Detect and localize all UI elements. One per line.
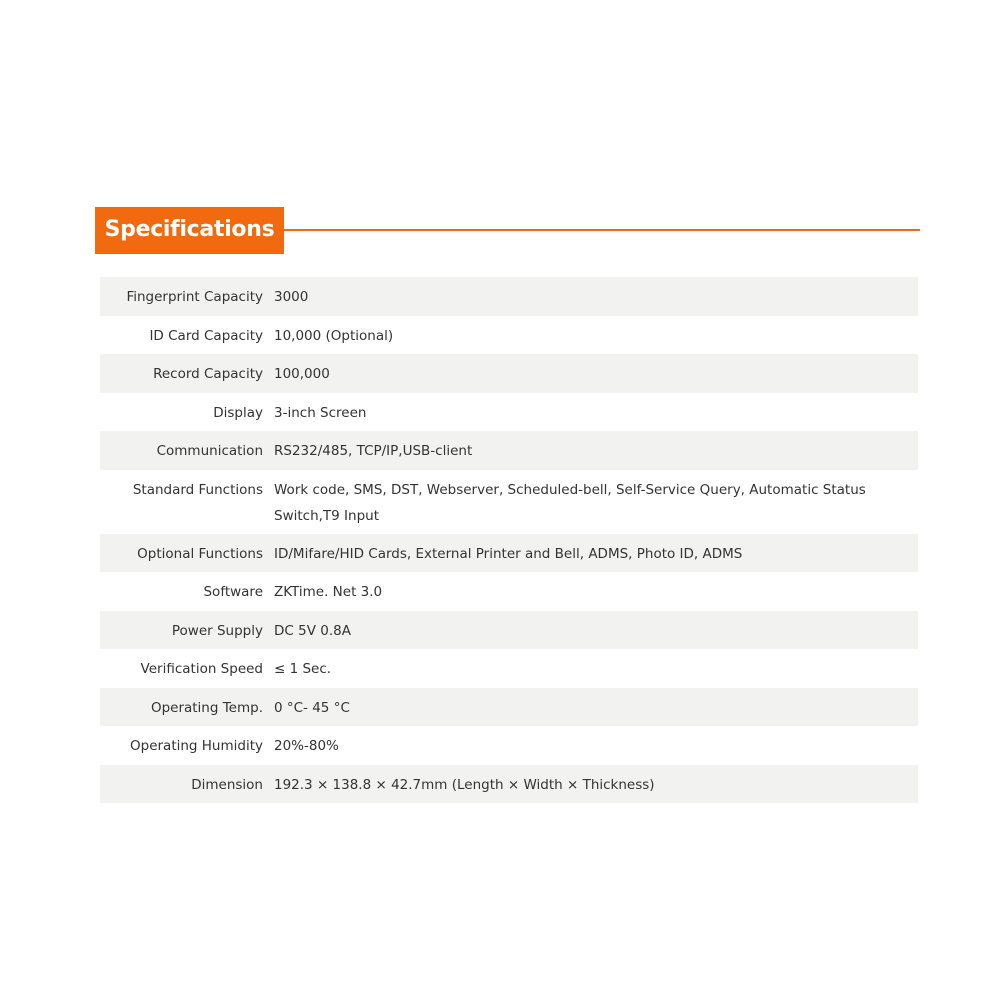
- spec-row-standard-functions: [100, 470, 918, 534]
- spec-row-dimension: [100, 765, 918, 804]
- spec-value: 3000: [274, 289, 309, 305]
- spec-value: RS232/485, TCP/IP,USB-client: [274, 443, 473, 459]
- specifications-header: [95, 207, 920, 254]
- spec-row-record-capacity: [100, 354, 918, 393]
- spec-label: Record Capacity: [153, 366, 263, 382]
- spec-label: Standard Functions: [132, 481, 263, 498]
- spec-row-communication: [100, 431, 918, 470]
- spec-label: ID Card Capacity: [149, 327, 263, 344]
- spec-value: 192.3 × 138.8 × 42.7mm (Length × Width × Thickness): [274, 776, 655, 793]
- spec-label: Software: [203, 584, 263, 600]
- spec-row-id-card-capacity: [100, 316, 918, 355]
- spec-label: Dimension: [191, 776, 263, 793]
- spec-row-software: [100, 572, 918, 611]
- spec-row-operating-temp: [100, 688, 918, 727]
- spec-value: 100,000: [274, 366, 330, 382]
- header-divider-line: [284, 229, 920, 231]
- spec-label: Operating Temp.: [150, 699, 263, 716]
- spec-row-fingerprint-capacity: [100, 277, 918, 316]
- spec-value: ID/Mifare/HID Cards, External Printer and Bell, ADMS, Photo ID, ADMS: [274, 545, 743, 562]
- spec-label: Communication: [156, 443, 263, 459]
- spec-value: 0 °C- 45 °C: [274, 699, 350, 716]
- spec-label: Verification Speed: [140, 661, 263, 677]
- specifications-table: [100, 277, 918, 803]
- spec-row-operating-humidity: [100, 726, 918, 765]
- specifications-title: Specifications: [95, 207, 284, 254]
- spec-row-verification-speed: [100, 649, 918, 688]
- spec-label: Operating Humidity: [130, 738, 263, 754]
- spec-row-display: [100, 393, 918, 432]
- spec-row-optional-functions: [100, 534, 918, 573]
- spec-value: 3-inch Screen: [274, 404, 367, 421]
- spec-value: 10,000 (Optional): [274, 327, 394, 344]
- spec-label: Display: [213, 404, 263, 421]
- spec-value: Work code, SMS, DST, Webserver, Scheduled-bell, Self-Service Query, Automatic Status Switch,T9 Input: [274, 481, 866, 524]
- spec-value: 20%-80%: [274, 738, 339, 754]
- spec-value: ≤ 1 Sec.: [274, 661, 332, 677]
- spec-label: Power Supply: [171, 622, 263, 639]
- spec-value: DC 5V 0.8A: [274, 622, 351, 639]
- spec-value: ZKTime. Net 3.0: [274, 584, 383, 600]
- spec-label: Optional Functions: [137, 545, 263, 562]
- spec-label: Fingerprint Capacity: [126, 289, 263, 305]
- spec-row-power-supply: [100, 611, 918, 650]
